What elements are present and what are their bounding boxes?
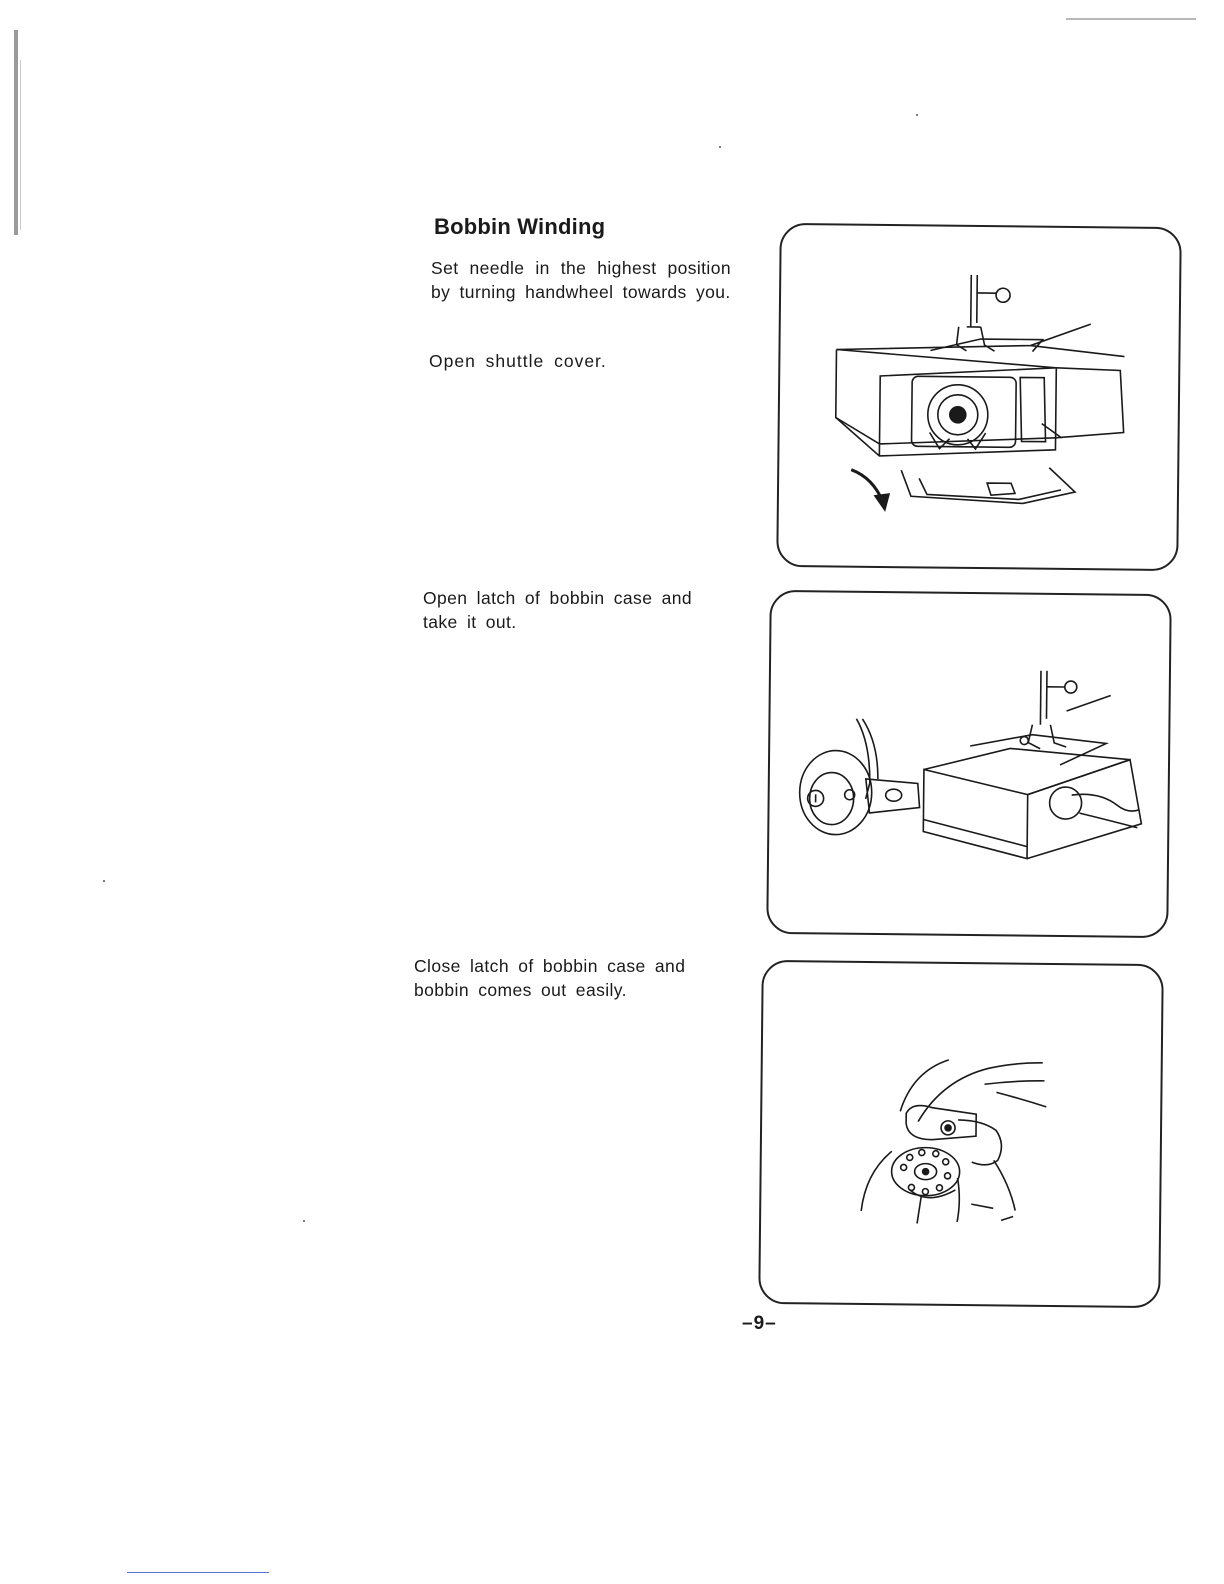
scan-speck bbox=[103, 880, 105, 882]
scan-speck bbox=[303, 1220, 305, 1222]
figure-shuttle-cover-open bbox=[776, 223, 1182, 571]
scan-edge-mark bbox=[14, 30, 18, 235]
section-title: Bobbin Winding bbox=[434, 214, 606, 239]
figure-bobbin-removed bbox=[758, 960, 1164, 1308]
scan-speck bbox=[719, 146, 721, 148]
scan-top-rule bbox=[1066, 18, 1196, 20]
step-text-needle: Set needle in the highest position by turning handwheel towards you. bbox=[431, 258, 731, 302]
step-text-remove-bobbin-case: Open latch of bobbin case and take it out. bbox=[423, 588, 692, 632]
scan-edge-mark bbox=[20, 60, 21, 230]
scan-bottom-rule bbox=[127, 1572, 269, 1573]
step-text-shuttle-cover: Open shuttle cover. bbox=[429, 351, 607, 371]
screw-icon bbox=[1065, 681, 1077, 693]
step-text-remove-bobbin: Close latch of bobbin case and bobbin comes out easily. bbox=[414, 956, 686, 1000]
scan-speck bbox=[916, 114, 918, 116]
screw-icon bbox=[996, 288, 1010, 302]
figure-bobbin-case-removed bbox=[766, 590, 1172, 938]
page-number: –9– bbox=[742, 1313, 777, 1334]
